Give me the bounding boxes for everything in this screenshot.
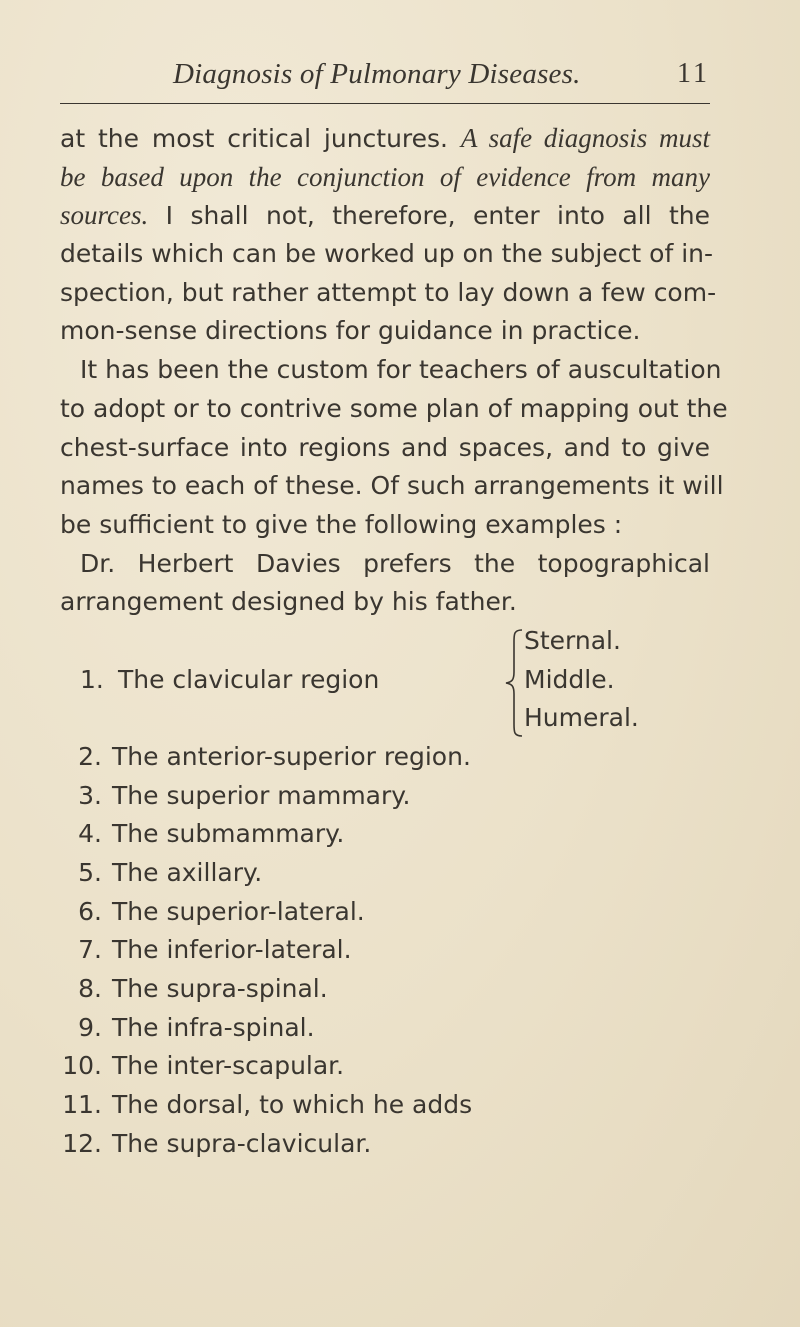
header-rule: [60, 103, 710, 104]
region-item: 7. The inferior-lateral.: [78, 935, 352, 965]
curly-brace-icon: [504, 628, 526, 738]
text-line: Dr. Herbert Davies prefers the topographical: [80, 548, 710, 578]
text-line: details which can be worked up on the subject of in-: [60, 239, 714, 269]
clavicular-region-entry: [60, 622, 710, 738]
text-line: be based upon the conjunction of evidence from many: [60, 161, 710, 192]
region-number: 1.: [80, 664, 104, 694]
text-line: at the most critical junctures. A safe diagnosis must: [60, 123, 710, 153]
region-subdivisions: [524, 622, 639, 738]
region-list: [60, 738, 710, 1164]
region-item: 12. The supra-clavicular.: [62, 1128, 372, 1158]
region-item: 4. The submammary.: [78, 819, 345, 849]
subdivision-middle: Middle.: [524, 664, 615, 694]
region-item: 9. The infra-spinal.: [78, 1012, 315, 1042]
text-line: to adopt or to contrive some plan of mapping out the: [60, 393, 728, 423]
region-item: 8. The supra-spinal.: [78, 974, 328, 1004]
subdivision-humeral: Humeral.: [524, 703, 639, 733]
region-item: 5. The axillary.: [78, 858, 263, 887]
body-text: [60, 119, 728, 1164]
region-item: 6. The superior-lateral.: [78, 896, 365, 926]
text-line: be sufficient to give the following examples :: [60, 509, 623, 539]
text-line: arrangement designed by his father.: [60, 587, 517, 617]
text-line: spection, but rather attempt to lay down a few com-: [60, 277, 717, 307]
text-line: mon-sense directions for guidance in practice.: [60, 316, 641, 346]
text-line: chest-surface into regions and spaces, and to give: [60, 432, 710, 462]
subdivision-sternal: Sternal.: [524, 625, 621, 655]
running-title: Diagnosis of Pulmonary Diseases.: [173, 58, 581, 90]
region-item: 2. The anterior-superior region.: [78, 741, 471, 771]
page-number: 11: [677, 58, 710, 89]
running-head: [60, 58, 710, 98]
text-line: It has been the custom for teachers of auscultation: [80, 355, 722, 385]
text-line: names to each of these. Of such arrangements it will: [60, 471, 724, 501]
region-item: 11. The dorsal, to which he adds: [62, 1090, 473, 1120]
region-item: 10. The inter-scapular.: [62, 1051, 345, 1081]
region-item-1: [80, 661, 379, 700]
text-line: sources. I shall not, therefore, enter into all the: [60, 200, 710, 231]
region-item: 3. The superior mammary.: [78, 780, 411, 810]
region-label: The clavicular region: [117, 664, 380, 694]
